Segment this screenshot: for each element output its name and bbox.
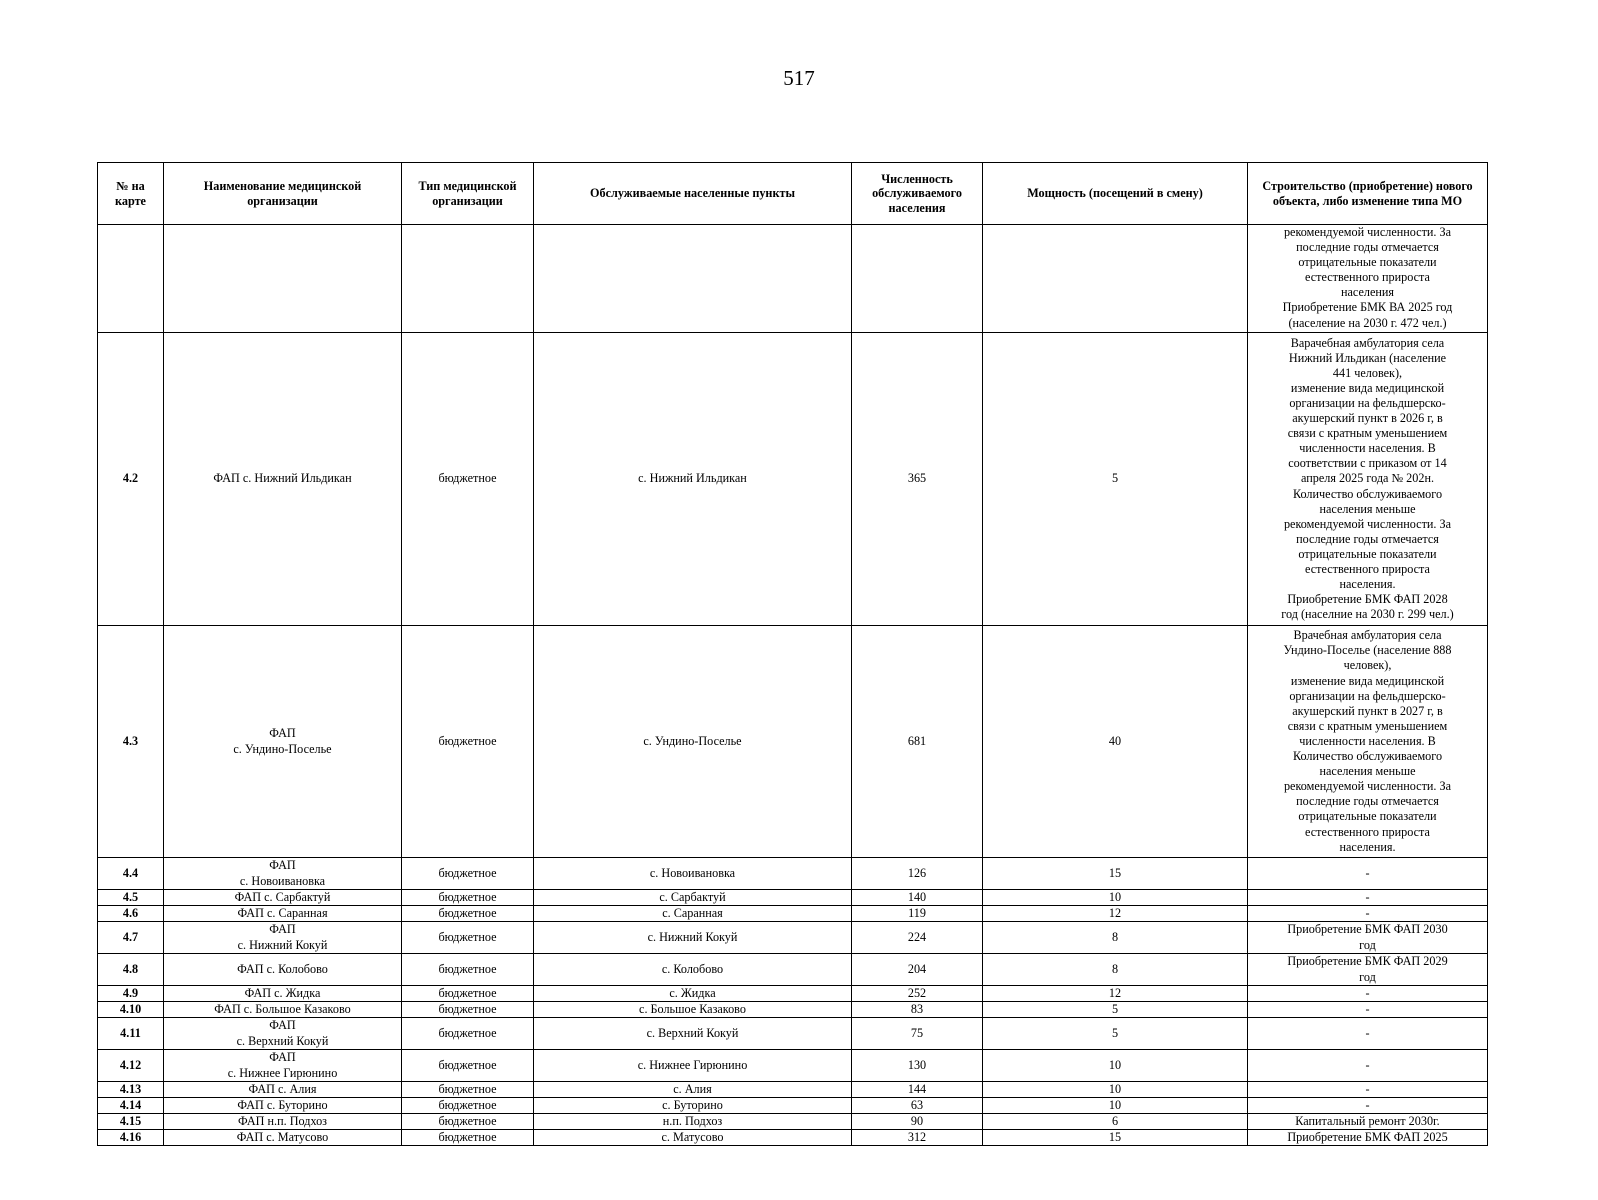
cell-settlements: с. Нижний Ильдикан: [534, 333, 852, 626]
header-map-number: № на карте: [98, 163, 164, 225]
cell-population: [852, 225, 983, 333]
cell-population: 140: [852, 890, 983, 906]
page-number: 517: [783, 66, 815, 90]
cell-capacity: 40: [983, 626, 1248, 858]
table-row: [98, 906, 1488, 922]
cell-settlements: с. Алия: [534, 1082, 852, 1098]
header-population: Численность обслуживаемого населения: [852, 163, 983, 225]
cell-organization-name: ФАП с. Буторино: [164, 1098, 402, 1114]
header-organization-type: Тип медицинской организации: [402, 163, 534, 225]
cell-organization-type: бюджетное: [402, 1002, 534, 1018]
table-row: [98, 1018, 1488, 1050]
table-row: [98, 1002, 1488, 1018]
cell-map-number: 4.2: [98, 333, 164, 626]
cell-capacity: 10: [983, 890, 1248, 906]
cell-capacity: 5: [983, 1018, 1248, 1050]
cell-organization-type: бюджетное: [402, 1130, 534, 1146]
cell-construction-note: Приобретение БМК ФАП 2025: [1248, 1130, 1488, 1146]
header-organization-name: Наименование медицинской организации: [164, 163, 402, 225]
cell-capacity: 8: [983, 922, 1248, 954]
table-row: [98, 858, 1488, 890]
cell-map-number: 4.13: [98, 1082, 164, 1098]
cell-population: 75: [852, 1018, 983, 1050]
cell-settlements: с. Буторино: [534, 1098, 852, 1114]
cell-capacity: 5: [983, 333, 1248, 626]
cell-construction-note: Капитальный ремонт 2030г.: [1248, 1114, 1488, 1130]
cell-map-number: 4.10: [98, 1002, 164, 1018]
table-row: [98, 1098, 1488, 1114]
cell-organization-name: ФАП с. Матусово: [164, 1130, 402, 1146]
cell-population: 90: [852, 1114, 983, 1130]
cell-organization-name: ФАП с. Верхний Кокуй: [164, 1018, 402, 1050]
table-row: [98, 1082, 1488, 1098]
cell-population: 130: [852, 1050, 983, 1082]
cell-population: 252: [852, 986, 983, 1002]
cell-capacity: 10: [983, 1082, 1248, 1098]
cell-settlements: с. Новоивановка: [534, 858, 852, 890]
cell-map-number: 4.4: [98, 858, 164, 890]
cell-map-number: 4.11: [98, 1018, 164, 1050]
cell-organization-name: ФАП с. Новоивановка: [164, 858, 402, 890]
table-row: [98, 225, 1488, 333]
cell-capacity: 15: [983, 858, 1248, 890]
cell-organization-name: ФАП с. Саранная: [164, 906, 402, 922]
cell-population: 312: [852, 1130, 983, 1146]
cell-settlements: с. Саранная: [534, 906, 852, 922]
header-construction: Строительство (приобретение) нового объекта, либо изменение типа МО: [1248, 163, 1488, 225]
cell-organization-name: ФАП с. Большое Казаково: [164, 1002, 402, 1018]
cell-organization-type: бюджетное: [402, 333, 534, 626]
cell-capacity: 12: [983, 906, 1248, 922]
cell-organization-type: бюджетное: [402, 1114, 534, 1130]
cell-settlements: с. Ундино-Поселье: [534, 626, 852, 858]
cell-map-number: 4.5: [98, 890, 164, 906]
cell-capacity: 10: [983, 1050, 1248, 1082]
cell-organization-name: ФАП с. Колобово: [164, 954, 402, 986]
cell-construction-note: Врачебная амбулатория села Ундино-Поселье (население 888 человек), изменение вида медицинской организации на фельдшерско- акушерский пункт в 2027 г, в связи с кратным уменьшением численности населения. В Количество обслуживаемого населения меньше рекомендуемой численности. За последние годы отмечается отрицательные показатели естественного прироста населения.: [1248, 626, 1488, 858]
cell-organization-type: бюджетное: [402, 626, 534, 858]
cell-construction-note: Варачебная амбулатория села Нижний Ильдикан (население 441 человек), изменение вида медицинской организации на фельдшерско- акушерский пункт в 2026 г, в связи с кратным уменьшением численности населения. В соответствии с приказом от 14 апреля 2025 года № 202н. Количество обслуживаемого населения меньше рекомендуемой численности. За последние годы отмечается отрицательные показатели естественного прироста населения. Приобретение БМК ФАП 2028 год (населние на 2030 г. 299 чел.): [1248, 333, 1488, 626]
header-settlements: Обслуживаемые населенные пункты: [534, 163, 852, 225]
cell-population: 224: [852, 922, 983, 954]
cell-map-number: 4.12: [98, 1050, 164, 1082]
cell-construction-note: Приобретение БМК ФАП 2030 год: [1248, 922, 1488, 954]
cell-capacity: 6: [983, 1114, 1248, 1130]
cell-population: 204: [852, 954, 983, 986]
cell-map-number: 4.15: [98, 1114, 164, 1130]
cell-organization-name: [164, 225, 402, 333]
cell-construction-note: -: [1248, 1002, 1488, 1018]
cell-settlements: с. Нижнее Гирюнино: [534, 1050, 852, 1082]
cell-construction-note: -: [1248, 1050, 1488, 1082]
header-capacity: Мощность (посещений в смену): [983, 163, 1248, 225]
cell-population: 144: [852, 1082, 983, 1098]
cell-construction-note: -: [1248, 858, 1488, 890]
table-row: [98, 986, 1488, 1002]
table-row: [98, 626, 1488, 858]
cell-capacity: 8: [983, 954, 1248, 986]
cell-construction-note: рекомендуемой численности. За последние годы отмечается отрицательные показатели естественного прироста населения Приобретение БМК ВА 2025 год (население на 2030 г. 472 чел.): [1248, 225, 1488, 333]
cell-settlements: с. Сарбактуй: [534, 890, 852, 906]
cell-map-number: [98, 225, 164, 333]
table-row: [98, 922, 1488, 954]
table-row: [98, 1130, 1488, 1146]
cell-map-number: 4.6: [98, 906, 164, 922]
cell-construction-note: -: [1248, 890, 1488, 906]
cell-organization-name: ФАП с. Алия: [164, 1082, 402, 1098]
cell-map-number: 4.16: [98, 1130, 164, 1146]
cell-organization-name: ФАП с. Жидка: [164, 986, 402, 1002]
cell-organization-type: бюджетное: [402, 1018, 534, 1050]
cell-organization-name: ФАП с. Нижнее Гирюнино: [164, 1050, 402, 1082]
cell-construction-note: -: [1248, 1018, 1488, 1050]
cell-organization-type: бюджетное: [402, 1082, 534, 1098]
table-row: [98, 954, 1488, 986]
cell-population: 126: [852, 858, 983, 890]
table-header-row: [98, 163, 1488, 225]
cell-capacity: 15: [983, 1130, 1248, 1146]
cell-settlements: н.п. Подхоз: [534, 1114, 852, 1130]
cell-organization-name: ФАП с. Нижний Кокуй: [164, 922, 402, 954]
medical-organizations-table: [97, 162, 1488, 1146]
cell-map-number: 4.9: [98, 986, 164, 1002]
cell-population: 83: [852, 1002, 983, 1018]
cell-population: 63: [852, 1098, 983, 1114]
cell-organization-type: бюджетное: [402, 986, 534, 1002]
cell-settlements: с. Колобово: [534, 954, 852, 986]
cell-organization-name: ФАП с. Сарбактуй: [164, 890, 402, 906]
cell-construction-note: -: [1248, 906, 1488, 922]
cell-organization-type: бюджетное: [402, 1050, 534, 1082]
cell-organization-name: ФАП с. Нижний Ильдикан: [164, 333, 402, 626]
table-row: [98, 890, 1488, 906]
cell-map-number: 4.7: [98, 922, 164, 954]
table-row: [98, 1050, 1488, 1082]
cell-capacity: 5: [983, 1002, 1248, 1018]
cell-population: 365: [852, 333, 983, 626]
table-row: [98, 333, 1488, 626]
cell-construction-note: -: [1248, 1082, 1488, 1098]
cell-organization-name: ФАП с. Ундино-Поселье: [164, 626, 402, 858]
cell-population: 681: [852, 626, 983, 858]
cell-map-number: 4.8: [98, 954, 164, 986]
cell-map-number: 4.14: [98, 1098, 164, 1114]
cell-organization-name: ФАП н.п. Подхоз: [164, 1114, 402, 1130]
cell-settlements: с. Нижний Кокуй: [534, 922, 852, 954]
cell-organization-type: бюджетное: [402, 906, 534, 922]
cell-construction-note: Приобретение БМК ФАП 2029 год: [1248, 954, 1488, 986]
cell-organization-type: бюджетное: [402, 858, 534, 890]
table-row: [98, 1114, 1488, 1130]
cell-capacity: [983, 225, 1248, 333]
cell-organization-type: бюджетное: [402, 922, 534, 954]
cell-organization-type: бюджетное: [402, 954, 534, 986]
cell-settlements: с. Верхний Кокуй: [534, 1018, 852, 1050]
cell-population: 119: [852, 906, 983, 922]
cell-settlements: с. Матусово: [534, 1130, 852, 1146]
cell-organization-type: бюджетное: [402, 1098, 534, 1114]
cell-capacity: 12: [983, 986, 1248, 1002]
cell-construction-note: -: [1248, 986, 1488, 1002]
cell-construction-note: -: [1248, 1098, 1488, 1114]
cell-organization-type: бюджетное: [402, 890, 534, 906]
cell-settlements: с. Большое Казаково: [534, 1002, 852, 1018]
cell-organization-type: [402, 225, 534, 333]
cell-settlements: [534, 225, 852, 333]
cell-capacity: 10: [983, 1098, 1248, 1114]
cell-map-number: 4.3: [98, 626, 164, 858]
cell-settlements: с. Жидка: [534, 986, 852, 1002]
